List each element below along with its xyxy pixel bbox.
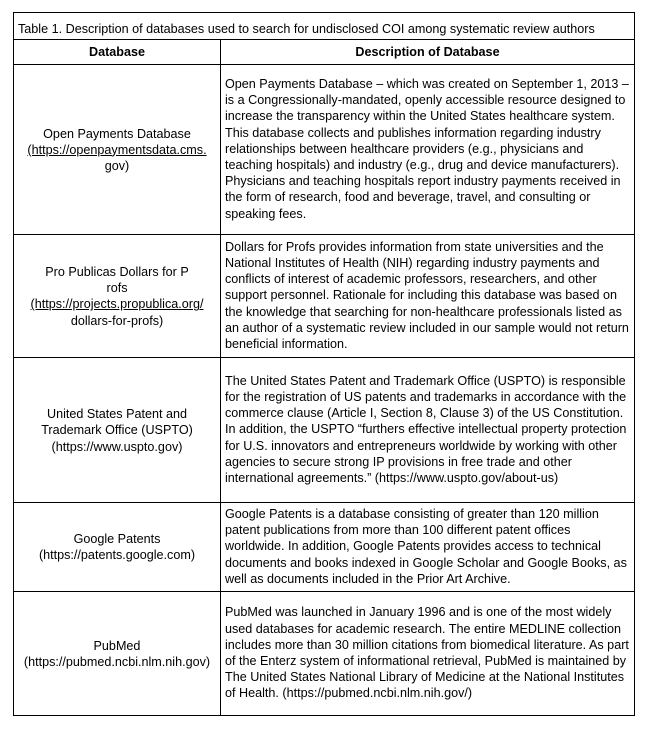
description-cell: Google Patents is a database consisting of greater than 120 million patent publications from more than 100 different patent offices worldwide. In addition, Google Patents provides access to technical documents and books indexed in Google Scholar and Google Books, as well as documents included in the Prior Art Archive. <box>221 503 635 592</box>
description-cell: The United States Patent and Trademark Office (USPTO) is responsible for the registration of US patents and trademarks in accordance with the commerce clause (Article I, Section 8, Clause 3) of the US Constitution. In addition, the USPTO “furthers effective intellectual property protection for U.S. innovators and entrepreneurs worldwide by working with other agencies to secure strong IP provisions in free trade and other international agreements.” (https://www.uspto.gov/about-us) <box>221 358 635 503</box>
description-cell: Open Payments Database – which was created on September 1, 2013 – is a Congressionally-mandated, openly accessible resource designed to increase the transparency within the United States healthcare system. This database collects and publishes information regarding industry relationships between healthcare providers (e.g., physicians and teaching hospitals) and industry (e.g., drug and device manufacturers). Physicians and teaching hospitals report industry payments received in the form of research, food and beverage, travel, and consulting or speaking fees. <box>221 65 635 235</box>
description-cell: PubMed was launched in January 1996 and is one of the most widely used databases for academic research. The entire MEDLINE collection includes more than 30 million citations from biomedical literature. As part of the Enterz system of informational retrieval, PubMed is maintained by The United States National Library of Medicine at the National Institutes of Health. (https://pubmed.ncbi.nlm.nih.gov/) <box>221 592 635 716</box>
description-cell: Dollars for Profs provides information from state universities and the National Institutes of Health (NIH) regarding industry payments and conflicts of interest of academic professors, researchers, and other support personnel. Rationale for including this database was based on the knowledge that searching for non-healthcare professionals listed as an author of a systematic review included in our sample would not return beneficial information. <box>221 235 635 358</box>
database-name-cell <box>14 592 221 716</box>
database-name-cont: rofs <box>106 281 128 296</box>
table-row <box>14 358 635 503</box>
database-name: Pro Publicas Dollars for P <box>45 265 189 279</box>
database-url[interactable]: (https://www.uspto.gov) <box>51 439 183 454</box>
header-row <box>14 40 635 65</box>
column-header-database: Database <box>14 40 221 65</box>
database-url[interactable]: (https://patents.google.com) <box>38 548 196 563</box>
database-name-cell <box>14 65 221 235</box>
table-row <box>14 65 635 235</box>
column-header-description: Description of Database <box>221 40 635 65</box>
table-row <box>14 503 635 592</box>
database-url[interactable]: (https://openpaymentsdata.cms. <box>27 142 207 157</box>
database-name-cell <box>14 503 221 592</box>
database-name-cont: Trademark Office (USPTO) <box>41 423 193 438</box>
database-name-cell <box>14 235 221 358</box>
database-name: PubMed <box>93 638 141 653</box>
database-name: United States Patent and <box>46 407 188 422</box>
database-url-cont[interactable]: gov) <box>104 159 130 173</box>
database-name-cell <box>14 358 221 503</box>
database-name: Google Patents <box>73 532 161 547</box>
table-caption: Table 1. Description of databases used to search for undisclosed COI among systematic review authors <box>14 13 635 40</box>
table-row <box>14 235 635 358</box>
database-url-cont[interactable]: dollars-for-profs) <box>70 313 164 328</box>
database-url[interactable]: (https://pubmed.ncbi.nlm.nih.gov) <box>23 654 211 669</box>
table-row <box>14 592 635 716</box>
database-url[interactable]: (https://projects.propublica.org/ <box>30 297 204 312</box>
databases-table <box>13 12 635 716</box>
caption-row <box>14 13 635 40</box>
database-name: Open Payments Database <box>43 126 191 141</box>
